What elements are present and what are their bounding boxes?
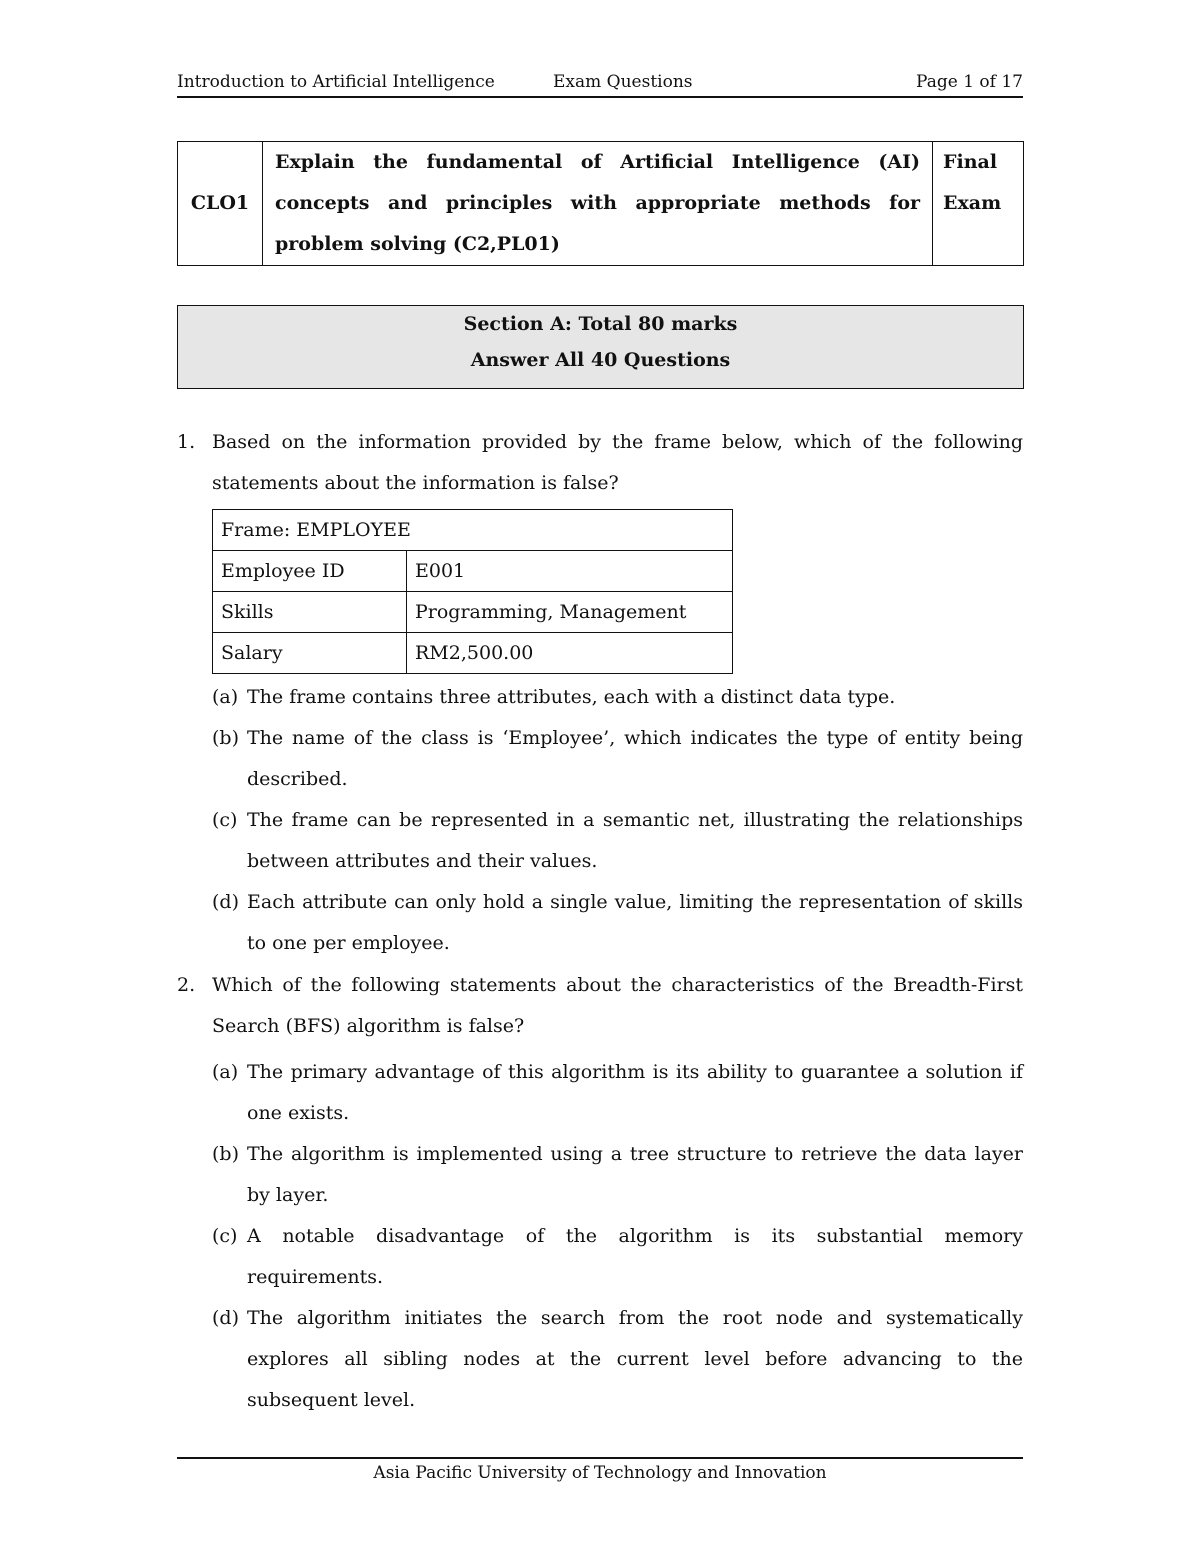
question-1 (177, 422, 1023, 504)
option-label: (d) (212, 1307, 239, 1329)
option-text: Each attribute can only hold a single value, limiting the representation of skills to one per employee. (247, 891, 1023, 954)
option-label: (a) (212, 686, 239, 708)
header-doc-type: Exam Questions (553, 72, 693, 92)
frame-value: Programming, Management (407, 592, 733, 633)
option-b (212, 1134, 1023, 1216)
option-d (212, 882, 1023, 964)
frame-table (212, 509, 733, 674)
clo-code: CLO1 (178, 142, 263, 266)
option-label: (c) (212, 809, 238, 831)
frame-value: RM2,500.00 (407, 633, 733, 674)
clo-description: Explain the fundamental of Artificial Intelligence (AI) concepts and principles with appropriate methods for problem solving (C2,PL01) (263, 142, 933, 266)
option-b (212, 718, 1023, 800)
option-text: The primary advantage of this algorithm is its ability to guarantee a solution if one exists. (247, 1061, 1023, 1124)
clo-assessment: Final Exam (933, 142, 1024, 266)
option-text: The frame contains three attributes, each with a distinct data type. (247, 686, 896, 708)
question-2 (177, 965, 1023, 1421)
header-page-number: Page 1 of 17 (916, 72, 1023, 92)
option-c (212, 800, 1023, 882)
question-number: 2. (177, 974, 196, 996)
section-banner (177, 305, 1024, 389)
option-d (212, 1298, 1023, 1421)
page-header (177, 70, 1023, 98)
clo-row (178, 142, 1024, 266)
frame-slot: Employee ID (213, 551, 407, 592)
frame-value: E001 (407, 551, 733, 592)
question-text: Which of the following statements about the characteristics of the Breadth-First Search (BFS) algorithm is false? (212, 974, 1023, 1037)
option-text: The name of the class is ‘Employee’, which indicates the type of entity being described. (247, 727, 1023, 790)
option-c (212, 1216, 1023, 1298)
section-title: Section A: Total 80 marks (463, 313, 738, 335)
option-text: A notable disadvantage of the algorithm is its substantial memory requirements. (247, 1225, 1023, 1288)
frame-title: Frame: EMPLOYEE (213, 510, 733, 551)
frame-slot: Skills (213, 592, 407, 633)
header-course: Introduction to Artificial Intelligence (177, 72, 495, 92)
option-label: (a) (212, 1061, 239, 1083)
option-a (212, 1052, 1023, 1134)
option-a (212, 677, 1023, 718)
option-text: The algorithm is implemented using a tree structure to retrieve the data layer by layer. (247, 1143, 1023, 1206)
option-label: (d) (212, 891, 239, 913)
option-text: The frame can be represented in a semantic net, illustrating the relationships between attributes and their values. (247, 809, 1023, 872)
clo-table (177, 141, 1024, 266)
frame-row (213, 592, 733, 633)
question-1-options (177, 677, 1023, 964)
option-label: (b) (212, 727, 239, 749)
frame-slot: Salary (213, 633, 407, 674)
section-instruction: Answer All 40 Questions (470, 349, 731, 371)
question-text: Based on the information provided by the frame below, which of the following statements about the information is false? (212, 431, 1023, 494)
frame-row (213, 551, 733, 592)
page-footer (177, 1457, 1023, 1483)
question-number: 1. (177, 431, 196, 453)
frame-row (213, 633, 733, 674)
option-label: (c) (212, 1225, 238, 1247)
frame-title-row (213, 510, 733, 551)
option-text: The algorithm initiates the search from the root node and systematically explores all sibling nodes at the current level before advancing to the subsequent level. (247, 1307, 1023, 1411)
option-label: (b) (212, 1143, 239, 1165)
footer-institution: Asia Pacific University of Technology and Innovation (373, 1463, 827, 1483)
